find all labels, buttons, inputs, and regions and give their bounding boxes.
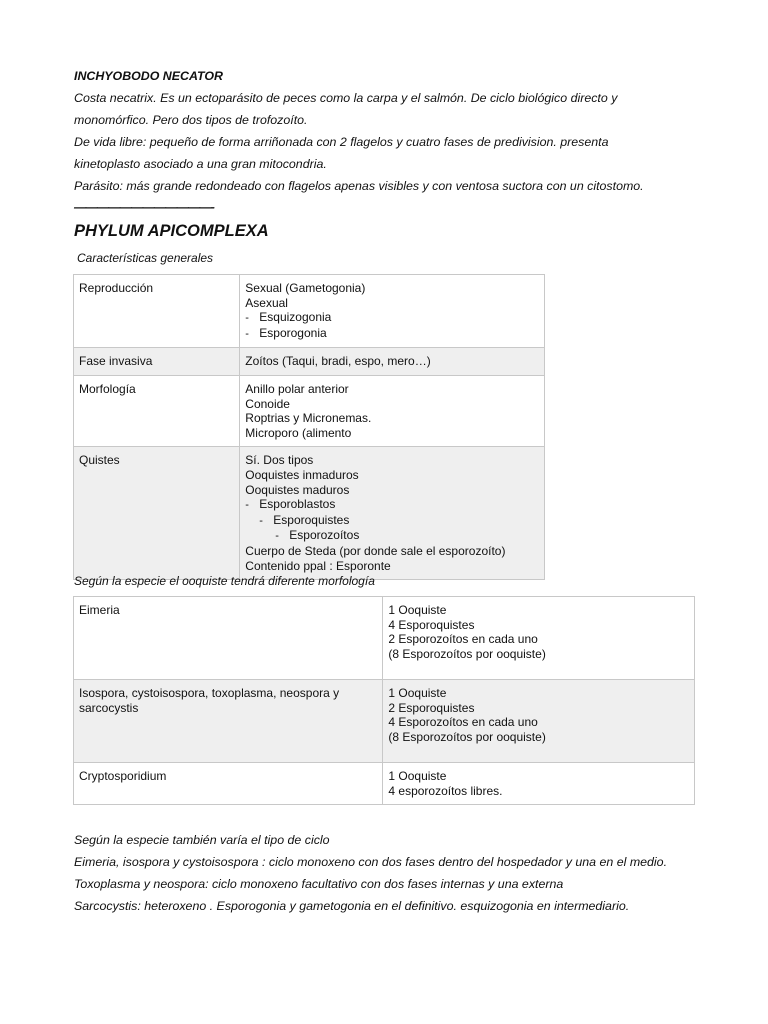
table-row bbox=[74, 375, 545, 446]
value-text: Esporoquistes bbox=[273, 512, 350, 527]
table-row bbox=[74, 597, 695, 680]
table-row bbox=[74, 447, 545, 580]
value-text: Zoítos (Taqui, bradi, espo, mero…) bbox=[245, 354, 431, 369]
closing-line: Eimeria, isospora y cystoisospora : ciclo monoxeno con dos fases dentro del hospedador y una en el medio. bbox=[74, 855, 668, 869]
row-label-cell bbox=[74, 275, 240, 348]
closing-line: Según la especie también varía el tipo de ciclo bbox=[74, 833, 330, 847]
bullet-dash: - bbox=[245, 499, 249, 512]
oocyst-table bbox=[73, 596, 695, 805]
row-label-cell bbox=[74, 348, 240, 376]
oocyst-line: 2 Esporoquistes bbox=[388, 700, 475, 715]
value-line bbox=[245, 326, 540, 342]
bullet-dash: - bbox=[245, 312, 249, 325]
value-line bbox=[245, 559, 540, 574]
between-tables-note: Según la especie el ooquiste tendrá diferente morfología bbox=[74, 574, 375, 588]
value-line bbox=[245, 281, 540, 296]
oocyst-line: 4 Esporoquistes bbox=[388, 617, 475, 632]
value-line bbox=[245, 310, 540, 326]
value-text: Esporogonia bbox=[259, 325, 327, 340]
table-row bbox=[74, 348, 545, 376]
row-label-cell bbox=[74, 375, 240, 446]
value-text: Conoide bbox=[245, 396, 290, 411]
row-label: Morfología bbox=[79, 381, 136, 396]
table-row bbox=[74, 763, 695, 805]
bullet-dash: - bbox=[275, 530, 279, 543]
row-value-cell bbox=[240, 375, 545, 446]
value-text: Microporo (alimento bbox=[245, 425, 352, 440]
value-text: Anillo polar anterior bbox=[245, 381, 349, 396]
row-label: Quistes bbox=[79, 453, 120, 468]
oocyst-line: (8 Esporozoítos por ooquiste) bbox=[388, 646, 546, 661]
phylum-title: PHYLUM APICOMPLEXA bbox=[74, 222, 269, 240]
value-text: Esporoblastos bbox=[259, 497, 336, 512]
row-label: Fase invasiva bbox=[79, 354, 153, 369]
value-line bbox=[245, 497, 540, 513]
species-label: Isospora, cystoisospora, toxoplasma, neospora y sarcocystis bbox=[79, 686, 340, 715]
oocyst-line: 1 Ooquiste bbox=[388, 603, 447, 617]
value-line bbox=[245, 296, 540, 311]
value-line bbox=[245, 382, 540, 397]
table-row bbox=[74, 680, 695, 763]
value-line bbox=[245, 426, 540, 441]
oocyst-line: (8 Esporozoítos por ooquiste) bbox=[388, 729, 546, 744]
value-line bbox=[245, 411, 540, 426]
oocyst-line: 2 Esporozoítos en cada uno bbox=[388, 632, 538, 647]
paragraph-line: monomórfico. Pero dos tipos de trofozoíto. bbox=[74, 113, 308, 127]
species-cell bbox=[74, 680, 383, 763]
row-value-cell bbox=[240, 447, 545, 580]
value-line bbox=[245, 468, 540, 483]
value-line bbox=[245, 483, 540, 498]
characteristics-table bbox=[73, 274, 545, 580]
value-line bbox=[245, 397, 540, 412]
value-text: Esporozoítos bbox=[289, 528, 360, 543]
value-line bbox=[245, 544, 540, 559]
oocyst-line: 4 esporozoítos libres. bbox=[388, 783, 503, 798]
value-text: Asexual bbox=[245, 295, 288, 310]
value-line bbox=[245, 453, 540, 468]
value-line bbox=[245, 513, 540, 529]
separator-line: ————————————- bbox=[74, 200, 214, 214]
oocyst-cell bbox=[383, 597, 695, 680]
paragraph-line: kinetoplasto asociado a una gran mitocondria. bbox=[74, 157, 327, 171]
species-cell bbox=[74, 597, 383, 680]
species-label: Eimeria bbox=[79, 603, 120, 617]
paragraph-line: De vida libre: pequeño de forma arriñonada con 2 flagelos y cuatro fases de predivision. presenta bbox=[74, 135, 609, 149]
oocyst-line: 4 Esporozoítos en cada uno bbox=[388, 715, 538, 730]
oocyst-cell bbox=[383, 763, 695, 805]
value-text: Roptrias y Micronemas. bbox=[245, 411, 372, 426]
oocyst-cell bbox=[383, 680, 695, 763]
closing-line: Toxoplasma y neospora: ciclo monoxeno facultativo con dos fases internas y una externa bbox=[74, 877, 564, 891]
bullet-dash: - bbox=[259, 514, 263, 527]
oocyst-line: 1 Ooquiste bbox=[388, 686, 447, 700]
row-label-cell bbox=[74, 447, 240, 580]
table-row bbox=[74, 275, 545, 348]
value-text: Contenido ppal : Esporonte bbox=[245, 558, 391, 573]
closing-line: Sarcocystis: heteroxeno . Esporogonia y gametogonia en el definitivo. esquizogonia en intermediario. bbox=[74, 899, 630, 913]
value-text: Sexual (Gametogonia) bbox=[245, 281, 366, 295]
oocyst-line: 1 Ooquiste bbox=[388, 769, 447, 783]
value-text: Cuerpo de Steda (por donde sale el esporozoíto) bbox=[245, 543, 506, 558]
value-text: Ooquistes maduros bbox=[245, 482, 350, 497]
paragraph-line: Parásito: más grande redondeado con flagelos apenas visibles y con ventosa suctora con un citostomo. bbox=[74, 179, 644, 193]
value-line bbox=[245, 354, 540, 369]
species-cell bbox=[74, 763, 383, 805]
value-text: Esquizogonia bbox=[259, 310, 332, 325]
phylum-subtitle: Características generales bbox=[77, 251, 214, 265]
value-text: Ooquistes inmaduros bbox=[245, 467, 359, 482]
row-value-cell bbox=[240, 275, 545, 348]
value-text: Sí. Dos tipos bbox=[245, 453, 314, 468]
value-line bbox=[245, 528, 540, 544]
row-label: Reproducción bbox=[79, 281, 154, 295]
paragraph-line: Costa necatrix. Es un ectoparásito de peces como la carpa y el salmón. De ciclo biológico directo y bbox=[74, 91, 618, 105]
species-label: Cryptosporidium bbox=[79, 769, 167, 783]
bullet-dash: - bbox=[245, 327, 249, 340]
row-value-cell bbox=[240, 348, 545, 376]
section-heading: INCHYOBODO NECATOR bbox=[74, 69, 223, 83]
